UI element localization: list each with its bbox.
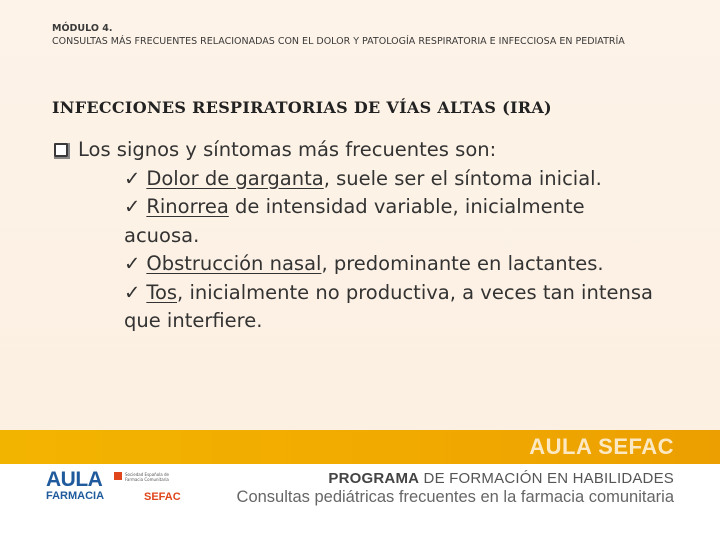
checkmark-icon: ✓	[124, 166, 141, 190]
program-title	[237, 470, 674, 487]
list-item	[124, 193, 664, 250]
logo-farmacia-word: FARMACIA	[46, 490, 105, 502]
sefac-word: SEFAC	[144, 491, 181, 503]
item-term: Obstrucción nasal	[146, 252, 322, 275]
item-text: , suele ser el síntoma inicial.	[323, 166, 602, 190]
item-text: , predominante en lactantes.	[321, 252, 604, 275]
band-title: AULA SEFAC	[529, 434, 674, 459]
program-info	[237, 470, 674, 507]
item-term: Dolor de garganta	[146, 166, 324, 190]
slide-title: INFECCIONES RESPIRATORIAS DE VÍAS ALTAS (IRA)	[52, 98, 552, 117]
list-item	[124, 279, 664, 336]
sefac-logo	[114, 472, 181, 506]
logo-aula-word: AULA	[46, 468, 103, 491]
module-label: MÓDULO 4.	[52, 23, 113, 34]
lead-text: Los signos y síntomas más frecuentes son:	[78, 138, 497, 161]
list-item	[124, 165, 664, 194]
lead-line	[54, 136, 664, 165]
program-rest: DE FORMACIÓN EN HABILIDADES	[419, 470, 674, 487]
program-subtitle: Consultas pediátricas frecuentes en la farmacia comunitaria	[236, 488, 674, 506]
module-header	[52, 22, 652, 48]
item-text: de intensidad variable, inicialmente acuosa.	[124, 195, 585, 247]
sefac-mark-icon	[114, 472, 122, 480]
slide-content	[54, 136, 664, 336]
footer-band	[0, 430, 720, 464]
item-term: Tos	[146, 280, 178, 304]
list-item	[124, 250, 664, 279]
module-description: CONSULTAS MÁS FRECUENTES RELACIONADAS CON EL DOLOR Y PATOLOGÍA RESPIRATORIA E INFECCIOSA EN PEDIATRÍA	[52, 36, 625, 47]
item-text: , inicialmente no productiva, a veces tan intensa que interfiere.	[124, 280, 653, 332]
program-bold: PROGRAMA	[328, 470, 420, 487]
sefac-society-name: Sociedad Española de Farmacia Comunitaria	[125, 472, 169, 482]
checkmark-icon: ✓	[124, 195, 141, 218]
aula-farmacia-logo	[46, 470, 104, 510]
square-bullet-icon	[54, 143, 68, 157]
checkmark-icon: ✓	[124, 280, 141, 304]
checkmark-icon: ✓	[124, 252, 141, 275]
item-term: Rinorrea	[146, 195, 229, 218]
